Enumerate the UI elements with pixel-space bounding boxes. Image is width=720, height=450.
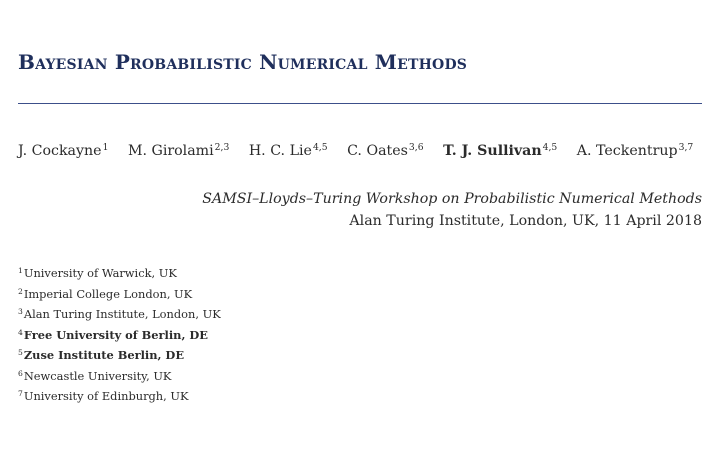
affiliation-name: Free University of Berlin, DE [23, 327, 208, 342]
affiliation-name: University of Warwick, UK [23, 266, 177, 280]
affiliation-item [18, 324, 221, 345]
author-lie [249, 143, 328, 159]
affiliation-name: Imperial College London, UK [23, 286, 193, 301]
affiliation-number: 2 [18, 286, 23, 296]
event-name: SAMSI–Lloyds–Turing Workshop on Probabilistic Numerical Methods [202, 191, 702, 207]
affiliation-item [18, 385, 221, 406]
author-affiliation-marks: 3,6 [408, 142, 424, 153]
affiliation-name: Newcastle University, UK [23, 368, 172, 383]
event-location-date: Alan Turing Institute, London, UK, 11 April 2018 [349, 213, 702, 229]
affiliation-number: 6 [18, 368, 23, 378]
affiliation-name: Zuse Institute Berlin, DE [23, 348, 184, 362]
author-oates [347, 143, 423, 159]
affiliation-number: 7 [18, 389, 23, 398]
author-girolami [128, 143, 229, 159]
author-name: J. Cockayne [18, 143, 102, 159]
author-name: C. Oates [347, 143, 408, 159]
author-sullivan [443, 143, 557, 159]
affiliation-name: University of Edinburgh, UK [23, 389, 189, 403]
author-teckentrup [577, 143, 693, 159]
author-name: A. Teckentrup [576, 143, 678, 159]
affiliation-name: Alan Turing Institute, London, UK [23, 307, 221, 321]
author-cockayne [18, 143, 108, 159]
title-divider [18, 103, 702, 104]
affiliation-number: 5 [18, 348, 23, 357]
affiliation-item [18, 344, 221, 365]
author-affiliation-marks: 4,5 [542, 142, 558, 153]
affiliation-item [18, 303, 221, 324]
author-affiliation-marks: 2,3 [214, 142, 230, 153]
affiliation-number: 4 [18, 327, 23, 337]
author-affiliation-marks: 3,7 [678, 142, 694, 153]
affiliation-item [18, 262, 221, 283]
venue-block [202, 188, 702, 232]
author-affiliation-marks: 1 [102, 142, 109, 153]
affiliation-item [18, 283, 221, 304]
author-list [18, 142, 693, 159]
affiliation-number: 1 [18, 266, 23, 275]
affiliation-item [18, 365, 221, 386]
affiliation-list [18, 262, 221, 406]
presentation-title: Bayesian Probabilistic Numerical Methods [18, 50, 468, 74]
affiliation-number: 3 [18, 307, 23, 316]
author-affiliation-marks: 4,5 [312, 142, 328, 153]
author-name: H. C. Lie [248, 143, 312, 159]
author-name: M. Girolami [127, 143, 214, 159]
author-name: T. J. Sullivan [443, 143, 542, 159]
